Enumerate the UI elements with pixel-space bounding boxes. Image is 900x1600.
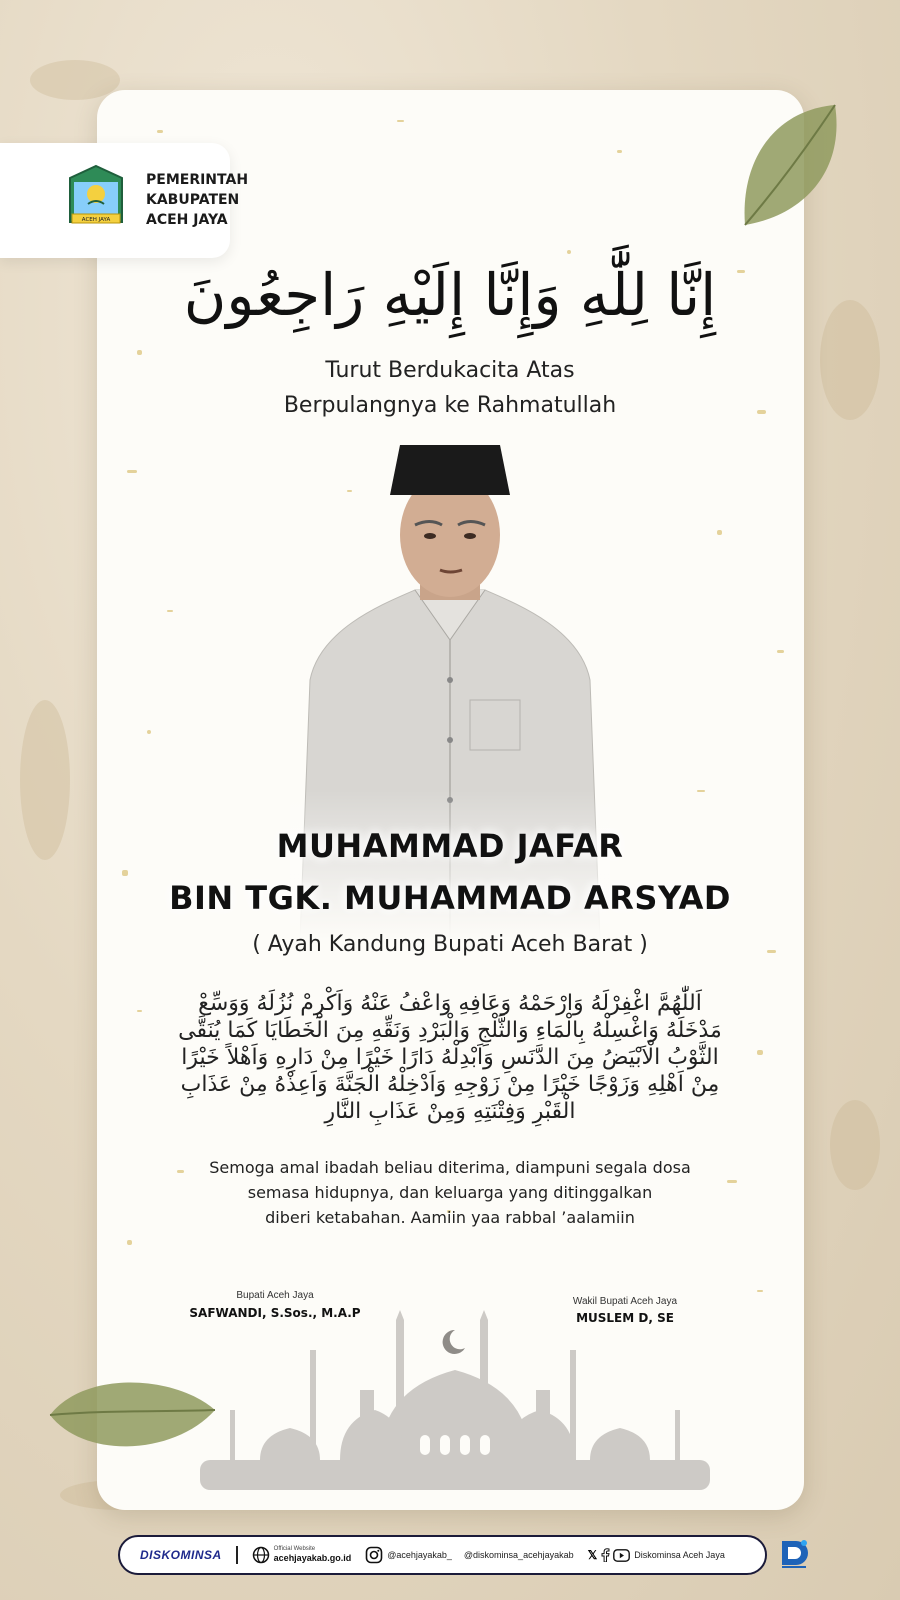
condolence-line-2: Berpulangnya ke Rahmatullah <box>283 393 617 418</box>
deceased-relation: ( Ayah Kandung Bupati Aceh Barat ) <box>252 932 648 957</box>
facebook-icon <box>600 1548 610 1562</box>
arabic-prayer-text: اَللّٰهُمَّ اغْفِرْلَهُ وَارْحَمْهُ وَعَافِهِ وَاعْفُ عَنْهُ وَاَكْرِمْ نُزُلَهُ وَوَسِّعْ مَدْخَلَهُ وَاغْسِلْهُ بِالْمَاءِ وَالثَّلْجِ وَالْبَرْدِ وَنَقِّهِ مِنَ الْخَطَايَا كَمَا يُنَقَّى الثَّوْبُ الْاَبْيَضُ مِنَ الدَّنَسِ وَاَبْدِلْهُ دَارًا خَيْرًا مِنْ دَارِهِ وَاَهْلاً خَيْرًا مِنْ اَهْلِهِ وَزَوْجًا خَيْرًا مِنْ زَوْجِهِ وَاَدْخِلْهُ الْجَنَّةَ وَاَعِذْهُ مِنْ عَذَابِ الْقَبْرِ وَفِتْنَتِهِ وَمِنْ عَذَابِ النَّارِ <box>178 991 722 1124</box>
condolence-message: Semoga amal ibadah beliau diterima, diampuni segala dosa semasa hidupnya, dan keluarga yang ditinggalkan diberi ketabahan. Aamiin yaa rabbal ’aalamiin <box>209 1158 691 1227</box>
website-caption: Official Website <box>273 1546 316 1552</box>
aceh-jaya-emblem-icon <box>66 164 126 230</box>
instagram-handle-1[interactable]: @acehjayakab_ <box>387 1550 452 1560</box>
signatory-2-role: Wakil Bupati Aceh Jaya <box>572 1296 678 1307</box>
deceased-name-line-2: BIN TGK. MUHAMMAD ARSYAD <box>169 879 731 917</box>
website-link[interactable]: acehjayakab.go.id <box>273 1553 352 1563</box>
diskominsa-logo-icon <box>776 1535 812 1571</box>
emblem-label: ACEH JAYA <box>81 217 111 223</box>
footer-divider <box>236 1546 238 1564</box>
leaf-decoration-bottom-left <box>45 1370 220 1460</box>
condolence-line-1: Turut Berdukacita Atas <box>325 358 575 383</box>
signatory-2-name: MUSLEM D, SE <box>576 1311 674 1325</box>
x-icon: 𝕏 <box>587 1548 598 1562</box>
instagram-icon <box>365 1546 383 1564</box>
website-block[interactable] <box>274 1546 352 1564</box>
deceased-portrait <box>290 440 610 940</box>
social-account-name[interactable]: Diskominsa Aceh Jaya <box>634 1550 725 1560</box>
leaf-decoration-top-right <box>735 100 855 230</box>
diskominsa-brand: DISKOMINSA <box>140 1548 222 1562</box>
gov-line-1: PEMERINTAH <box>146 172 249 188</box>
youtube-icon <box>613 1549 630 1562</box>
deceased-name-line-1: MUHAMMAD JAFAR <box>276 827 624 865</box>
gov-line-3: ACEH JAYA <box>146 212 228 228</box>
gov-line-2: KABUPATEN <box>146 192 240 208</box>
instagram-handle-2[interactable]: @diskominsa_acehjayakab <box>463 1550 574 1560</box>
arabic-calligraphy-title: إِنَّا لِلَّٰهِ وَإِنَّا إِلَيْهِ رَاجِعُونَ <box>183 261 717 329</box>
footer-bar <box>118 1535 767 1575</box>
globe-icon <box>252 1546 270 1564</box>
mosque-silhouette <box>200 1310 710 1490</box>
signatory-1-name: SAFWANDI, S.Sos., M.A.P <box>189 1306 361 1320</box>
signatory-1-role: Bupati Aceh Jaya <box>236 1290 314 1301</box>
government-name <box>146 170 266 230</box>
